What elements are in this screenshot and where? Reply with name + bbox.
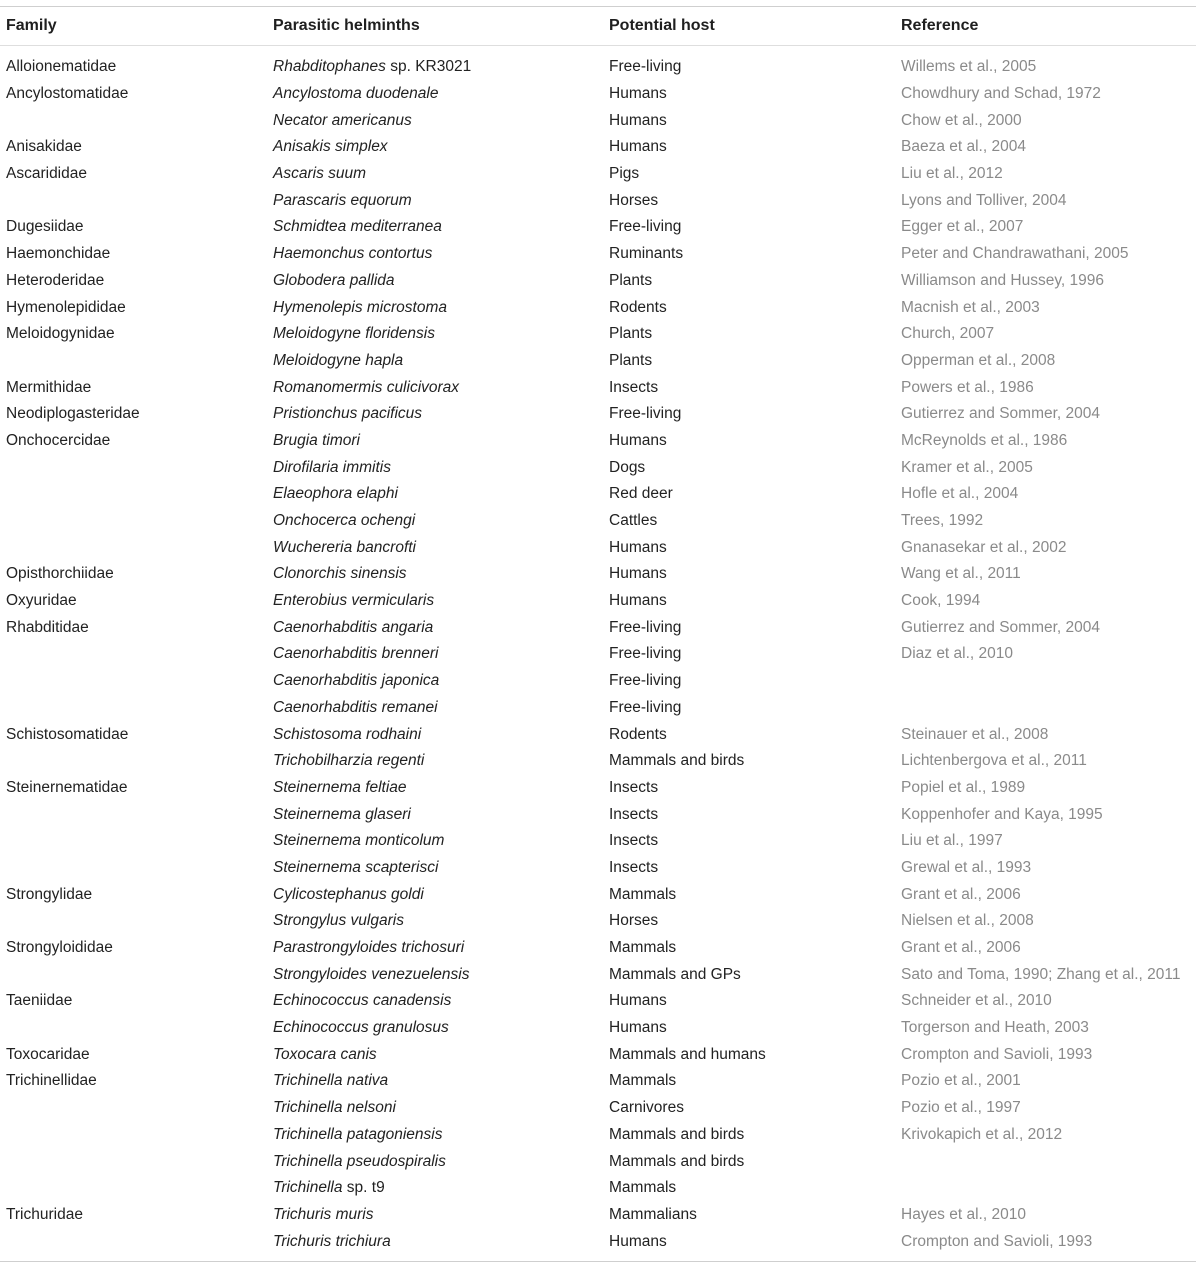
cell-host: Mammalians (609, 1205, 697, 1223)
species-name: Cylicostephanus goldi (273, 885, 424, 903)
cell-helminth (273, 1099, 609, 1117)
species-name: Steinernema glaseri (273, 805, 411, 823)
cell-family: Strongyloididae (6, 939, 113, 957)
cell-reference[interactable]: Steinauer et al., 2008 (901, 725, 1049, 743)
cell-host: Rodents (609, 725, 667, 743)
cell-helminth (273, 619, 609, 637)
header-family: Family (6, 17, 57, 34)
cell-helminth (273, 192, 609, 210)
cell-reference[interactable]: Torgerson and Heath, 2003 (901, 1019, 1089, 1037)
cell-host: Mammals and birds (609, 752, 745, 770)
species-name: Schistosoma rodhaini (273, 725, 422, 743)
cell-reference[interactable]: Trees, 1992 (901, 512, 984, 530)
cell-reference[interactable]: Schneider et al., 2010 (901, 992, 1052, 1010)
cell-host: Insects (609, 858, 659, 876)
table-row (0, 1148, 1196, 1175)
cell-reference[interactable]: Hofle et al., 2004 (901, 485, 1019, 503)
cell-helminth (273, 1126, 609, 1144)
table-row (0, 374, 1196, 401)
cell-host: Humans (609, 111, 667, 129)
cell-host: Mammals and humans (609, 1045, 766, 1063)
cell-reference[interactable]: Krivokapich et al., 2012 (901, 1125, 1063, 1143)
cell-reference[interactable]: Willems et al., 2005 (901, 58, 1037, 76)
table-row (0, 534, 1196, 561)
cell-reference[interactable]: Chow et al., 2000 (901, 111, 1022, 129)
species-name: Onchocerca ochengi (273, 512, 416, 530)
species-name: Elaeophora elaphi (273, 485, 398, 503)
cell-reference[interactable]: Gutierrez and Sommer, 2004 (901, 618, 1101, 636)
cell-helminth (273, 752, 609, 770)
cell-host: Plants (609, 325, 653, 343)
cell-helminth (273, 352, 609, 370)
table-row (0, 1122, 1196, 1149)
cell-helminth (273, 58, 609, 76)
header-host: Potential host (609, 17, 715, 34)
table-row (0, 1015, 1196, 1042)
table-row (0, 1095, 1196, 1122)
cell-family: Onchocercidae (6, 431, 111, 449)
table-row (0, 81, 1196, 108)
cell-helminth (273, 405, 609, 423)
table-row (0, 641, 1196, 668)
table-row (0, 1175, 1196, 1202)
species-name: Brugia timori (273, 431, 360, 449)
table-row (0, 508, 1196, 535)
cell-family: Schistosomatidae (6, 725, 129, 743)
table-row (0, 588, 1196, 615)
species-name: Caenorhabditis japonica (273, 672, 440, 690)
species-name: Echinococcus granulosus (273, 1019, 449, 1037)
species-suffix: sp. t9 (342, 1179, 385, 1197)
species-name: Ancylostoma duodenale (273, 85, 439, 103)
table-row (0, 187, 1196, 214)
species-name: Steinernema feltiae (273, 778, 407, 796)
cell-helminth (273, 672, 609, 690)
table-row (0, 321, 1196, 348)
cell-helminth (273, 245, 609, 263)
cell-helminth (273, 726, 609, 744)
cell-helminth (273, 432, 609, 450)
cell-host: Humans (609, 592, 667, 610)
species-name: Parascaris equorum (273, 191, 412, 209)
cell-reference[interactable]: Church, 2007 (901, 325, 995, 343)
species-name: Steinernema monticolum (273, 832, 445, 850)
cell-family: Dugesiidae (6, 218, 84, 236)
species-name: Caenorhabditis brenneri (273, 645, 439, 663)
cell-reference[interactable]: Baeza et al., 2004 (901, 138, 1026, 156)
species-name: Caenorhabditis angaria (273, 618, 434, 636)
cell-host: Mammals and birds (609, 1152, 745, 1170)
header-reference: Reference (901, 17, 979, 34)
cell-helminth (273, 512, 609, 530)
cell-helminth (273, 886, 609, 904)
cell-helminth (273, 138, 609, 156)
cell-reference[interactable]: Diaz et al., 2010 (901, 645, 1014, 663)
cell-helminth (273, 459, 609, 477)
species-name: Clonorchis sinensis (273, 565, 407, 583)
cell-helminth (273, 112, 609, 130)
cell-reference[interactable]: Crompton and Savioli, 1993 (901, 1045, 1093, 1063)
cell-helminth (273, 299, 609, 317)
cell-reference[interactable]: Nielsen et al., 2008 (901, 912, 1034, 930)
species-name: Anisakis simplex (273, 138, 388, 156)
cell-reference[interactable]: Crompton and Savioli, 1993 (901, 1232, 1093, 1250)
table-row (0, 241, 1196, 268)
cell-helminth (273, 912, 609, 930)
helminth-table (0, 6, 1196, 1262)
cell-host: Humans (609, 538, 667, 556)
cell-family: Mermithidae (6, 378, 92, 396)
species-name: Parastrongyloides trichosuri (273, 939, 465, 957)
species-name: Trichinella nelsoni (273, 1099, 396, 1117)
species-name: Echinococcus canadensis (273, 992, 452, 1010)
cell-host: Mammals (609, 939, 677, 957)
species-name: Dirofilaria immitis (273, 458, 391, 476)
cell-helminth (273, 1072, 609, 1090)
bottom-rule (0, 1261, 1196, 1262)
cell-host: Mammals (609, 1072, 677, 1090)
cell-reference[interactable]: Cook, 1994 (901, 592, 981, 610)
table-row (0, 107, 1196, 134)
cell-family: Alloionematidae (6, 58, 117, 76)
cell-host: Insects (609, 832, 659, 850)
table-header (0, 7, 1196, 45)
cell-reference[interactable]: Liu et al., 1997 (901, 832, 1003, 850)
cell-helminth (273, 592, 609, 610)
cell-reference[interactable]: Kramer et al., 2005 (901, 458, 1033, 476)
cell-reference[interactable]: Egger et al., 2007 (901, 218, 1024, 236)
species-name: Trichobilharzia regenti (273, 752, 425, 770)
cell-reference[interactable]: Pozio et al., 1997 (901, 1099, 1021, 1117)
species-name: Meloidogyne floridensis (273, 325, 435, 343)
table-row (0, 881, 1196, 908)
cell-family: Ascarididae (6, 165, 87, 183)
table-row (0, 668, 1196, 695)
species-name: Meloidogyne hapla (273, 351, 404, 369)
cell-helminth (273, 966, 609, 984)
cell-helminth (273, 165, 609, 183)
cell-family: Meloidogynidae (6, 325, 115, 343)
cell-host: Ruminants (609, 245, 684, 263)
cell-helminth (273, 485, 609, 503)
cell-reference[interactable]: Grant et al., 2006 (901, 885, 1021, 903)
cell-host: Insects (609, 378, 659, 396)
species-suffix: sp. KR3021 (385, 58, 472, 76)
cell-reference[interactable]: Gnanasekar et al., 2002 (901, 538, 1067, 556)
species-name: Enterobius vermicularis (273, 592, 435, 610)
cell-reference[interactable]: Powers et al., 1986 (901, 378, 1034, 396)
table-body (0, 46, 1196, 1261)
cell-host: Carnivores (609, 1099, 684, 1117)
cell-host: Cattles (609, 512, 658, 530)
table-row (0, 348, 1196, 375)
cell-host: Free-living (609, 645, 682, 663)
cell-helminth (273, 565, 609, 583)
table-row (0, 294, 1196, 321)
cell-family: Opisthorchiidae (6, 565, 114, 583)
cell-reference[interactable]: Chowdhury and Schad, 1972 (901, 85, 1101, 103)
cell-host: Mammals (609, 1179, 677, 1197)
cell-host: Humans (609, 992, 667, 1010)
table-row (0, 161, 1196, 188)
cell-family: Ancylostomatidae (6, 85, 129, 103)
cell-reference[interactable]: Sato and Toma, 1990; Zhang et al., 2011 (901, 965, 1181, 983)
cell-helminth (273, 272, 609, 290)
cell-host: Horses (609, 912, 659, 930)
cell-family: Neodiplogasteridae (6, 405, 140, 423)
cell-helminth (273, 85, 609, 103)
cell-host: Mammals (609, 885, 677, 903)
species-name: Ascaris suum (273, 165, 367, 183)
cell-helminth (273, 1046, 609, 1064)
cell-family: Taeniidae (6, 992, 73, 1010)
species-name: Caenorhabditis remanei (273, 698, 438, 716)
cell-helminth (273, 379, 609, 397)
table-row (0, 961, 1196, 988)
cell-helminth (273, 1153, 609, 1171)
cell-host: Pigs (609, 165, 640, 183)
cell-family: Anisakidae (6, 138, 82, 156)
cell-reference[interactable]: Popiel et al., 1989 (901, 778, 1026, 796)
cell-family: Trichinellidae (6, 1072, 97, 1090)
cell-reference[interactable]: Grant et al., 2006 (901, 939, 1021, 957)
cell-host: Red deer (609, 485, 673, 503)
cell-family: Rhabditidae (6, 618, 89, 636)
cell-host: Mammals and GPs (609, 965, 741, 983)
table-row (0, 721, 1196, 748)
cell-family: Toxocaridae (6, 1045, 90, 1063)
cell-helminth (273, 699, 609, 717)
table-row (0, 428, 1196, 455)
species-name: Romanomermis culicivorax (273, 378, 460, 396)
cell-helminth (273, 859, 609, 877)
cell-host: Plants (609, 271, 653, 289)
cell-reference[interactable]: Grewal et al., 1993 (901, 858, 1032, 876)
cell-reference[interactable]: Peter and Chandrawathani, 2005 (901, 245, 1129, 263)
table-row (0, 614, 1196, 641)
cell-helminth (273, 1179, 609, 1197)
cell-reference[interactable]: Opperman et al., 2008 (901, 351, 1056, 369)
cell-helminth (273, 645, 609, 663)
species-name: Trichinella patagoniensis (273, 1125, 443, 1143)
cell-host: Free-living (609, 58, 682, 76)
cell-host: Humans (609, 565, 667, 583)
cell-host: Humans (609, 431, 667, 449)
table-row (0, 908, 1196, 935)
cell-host: Dogs (609, 458, 646, 476)
cell-reference[interactable]: Lyons and Tolliver, 2004 (901, 191, 1067, 209)
cell-family: Oxyuridae (6, 592, 77, 610)
species-name: Trichinella (273, 1179, 343, 1197)
table-row (0, 855, 1196, 882)
cell-family: Steinernematidae (6, 778, 128, 796)
table-row (0, 454, 1196, 481)
table-row (0, 988, 1196, 1015)
cell-family: Trichuridae (6, 1205, 83, 1223)
cell-reference[interactable]: Lichtenbergova et al., 2011 (901, 752, 1087, 770)
cell-helminth (273, 1233, 609, 1251)
cell-host: Insects (609, 805, 659, 823)
cell-host: Free-living (609, 698, 682, 716)
cell-helminth (273, 779, 609, 797)
cell-reference[interactable]: Gutierrez and Sommer, 2004 (901, 405, 1101, 423)
species-name: Trichinella nativa (273, 1072, 389, 1090)
cell-host: Free-living (609, 672, 682, 690)
cell-host: Mammals and birds (609, 1125, 745, 1143)
cell-family: Haemonchidae (6, 245, 111, 263)
cell-host: Humans (609, 1232, 667, 1250)
table-row (0, 401, 1196, 428)
cell-reference[interactable]: Liu et al., 2012 (901, 165, 1003, 183)
table-row (0, 134, 1196, 161)
species-name: Schmidtea mediterranea (273, 218, 442, 236)
cell-helminth (273, 218, 609, 236)
cell-family: Strongylidae (6, 885, 93, 903)
table-row (0, 748, 1196, 775)
cell-helminth (273, 325, 609, 343)
table-row (0, 481, 1196, 508)
species-name: Trichuris muris (273, 1205, 374, 1223)
cell-helminth (273, 832, 609, 850)
species-name: Strongyloides venezuelensis (273, 965, 470, 983)
cell-reference[interactable]: Koppenhofer and Kaya, 1995 (901, 805, 1103, 823)
table-row (0, 214, 1196, 241)
cell-reference[interactable]: Williamson and Hussey, 1996 (901, 271, 1105, 289)
table-row (0, 561, 1196, 588)
table-row (0, 775, 1196, 802)
cell-reference[interactable]: Pozio et al., 2001 (901, 1072, 1021, 1090)
header-helminths: Parasitic helminths (273, 17, 420, 34)
species-name: Steinernema scapterisci (273, 858, 439, 876)
cell-family: Hymenolepididae (6, 298, 126, 316)
cell-helminth (273, 1206, 609, 1224)
table-row (0, 1041, 1196, 1068)
cell-reference[interactable]: McReynolds et al., 1986 (901, 431, 1068, 449)
species-name: Rhabditophanes (273, 58, 386, 76)
species-name: Haemonchus contortus (273, 245, 433, 263)
table-row (0, 268, 1196, 295)
cell-host: Free-living (609, 218, 682, 236)
table-row (0, 801, 1196, 828)
cell-host: Insects (609, 778, 659, 796)
cell-host: Humans (609, 1019, 667, 1037)
cell-host: Free-living (609, 405, 682, 423)
cell-host: Free-living (609, 618, 682, 636)
table-row (0, 1228, 1196, 1255)
cell-host: Humans (609, 138, 667, 156)
cell-helminth (273, 539, 609, 557)
species-name: Hymenolepis microstoma (273, 298, 447, 316)
cell-reference[interactable]: Wang et al., 2011 (901, 565, 1021, 583)
cell-host: Horses (609, 191, 659, 209)
table-row (0, 695, 1196, 722)
cell-reference[interactable]: Macnish et al., 2003 (901, 298, 1040, 316)
cell-helminth (273, 992, 609, 1010)
species-name: Trichuris trichiura (273, 1232, 391, 1250)
species-name: Strongylus vulgaris (273, 912, 404, 930)
cell-helminth (273, 1019, 609, 1037)
cell-host: Rodents (609, 298, 667, 316)
species-name: Necator americanus (273, 111, 412, 129)
cell-host: Plants (609, 351, 653, 369)
cell-helminth (273, 939, 609, 957)
table-row (0, 1068, 1196, 1095)
table-row (0, 935, 1196, 962)
species-name: Globodera pallida (273, 271, 395, 289)
species-name: Pristionchus pacificus (273, 405, 423, 423)
table-row (0, 1202, 1196, 1229)
table-row (0, 54, 1196, 81)
species-name: Wuchereria bancrofti (273, 538, 417, 556)
cell-reference[interactable]: Hayes et al., 2010 (901, 1205, 1026, 1223)
cell-family: Heteroderidae (6, 271, 105, 289)
table-row (0, 828, 1196, 855)
cell-host: Humans (609, 85, 667, 103)
species-name: Trichinella pseudospiralis (273, 1152, 446, 1170)
species-name: Toxocara canis (273, 1045, 377, 1063)
cell-helminth (273, 806, 609, 824)
